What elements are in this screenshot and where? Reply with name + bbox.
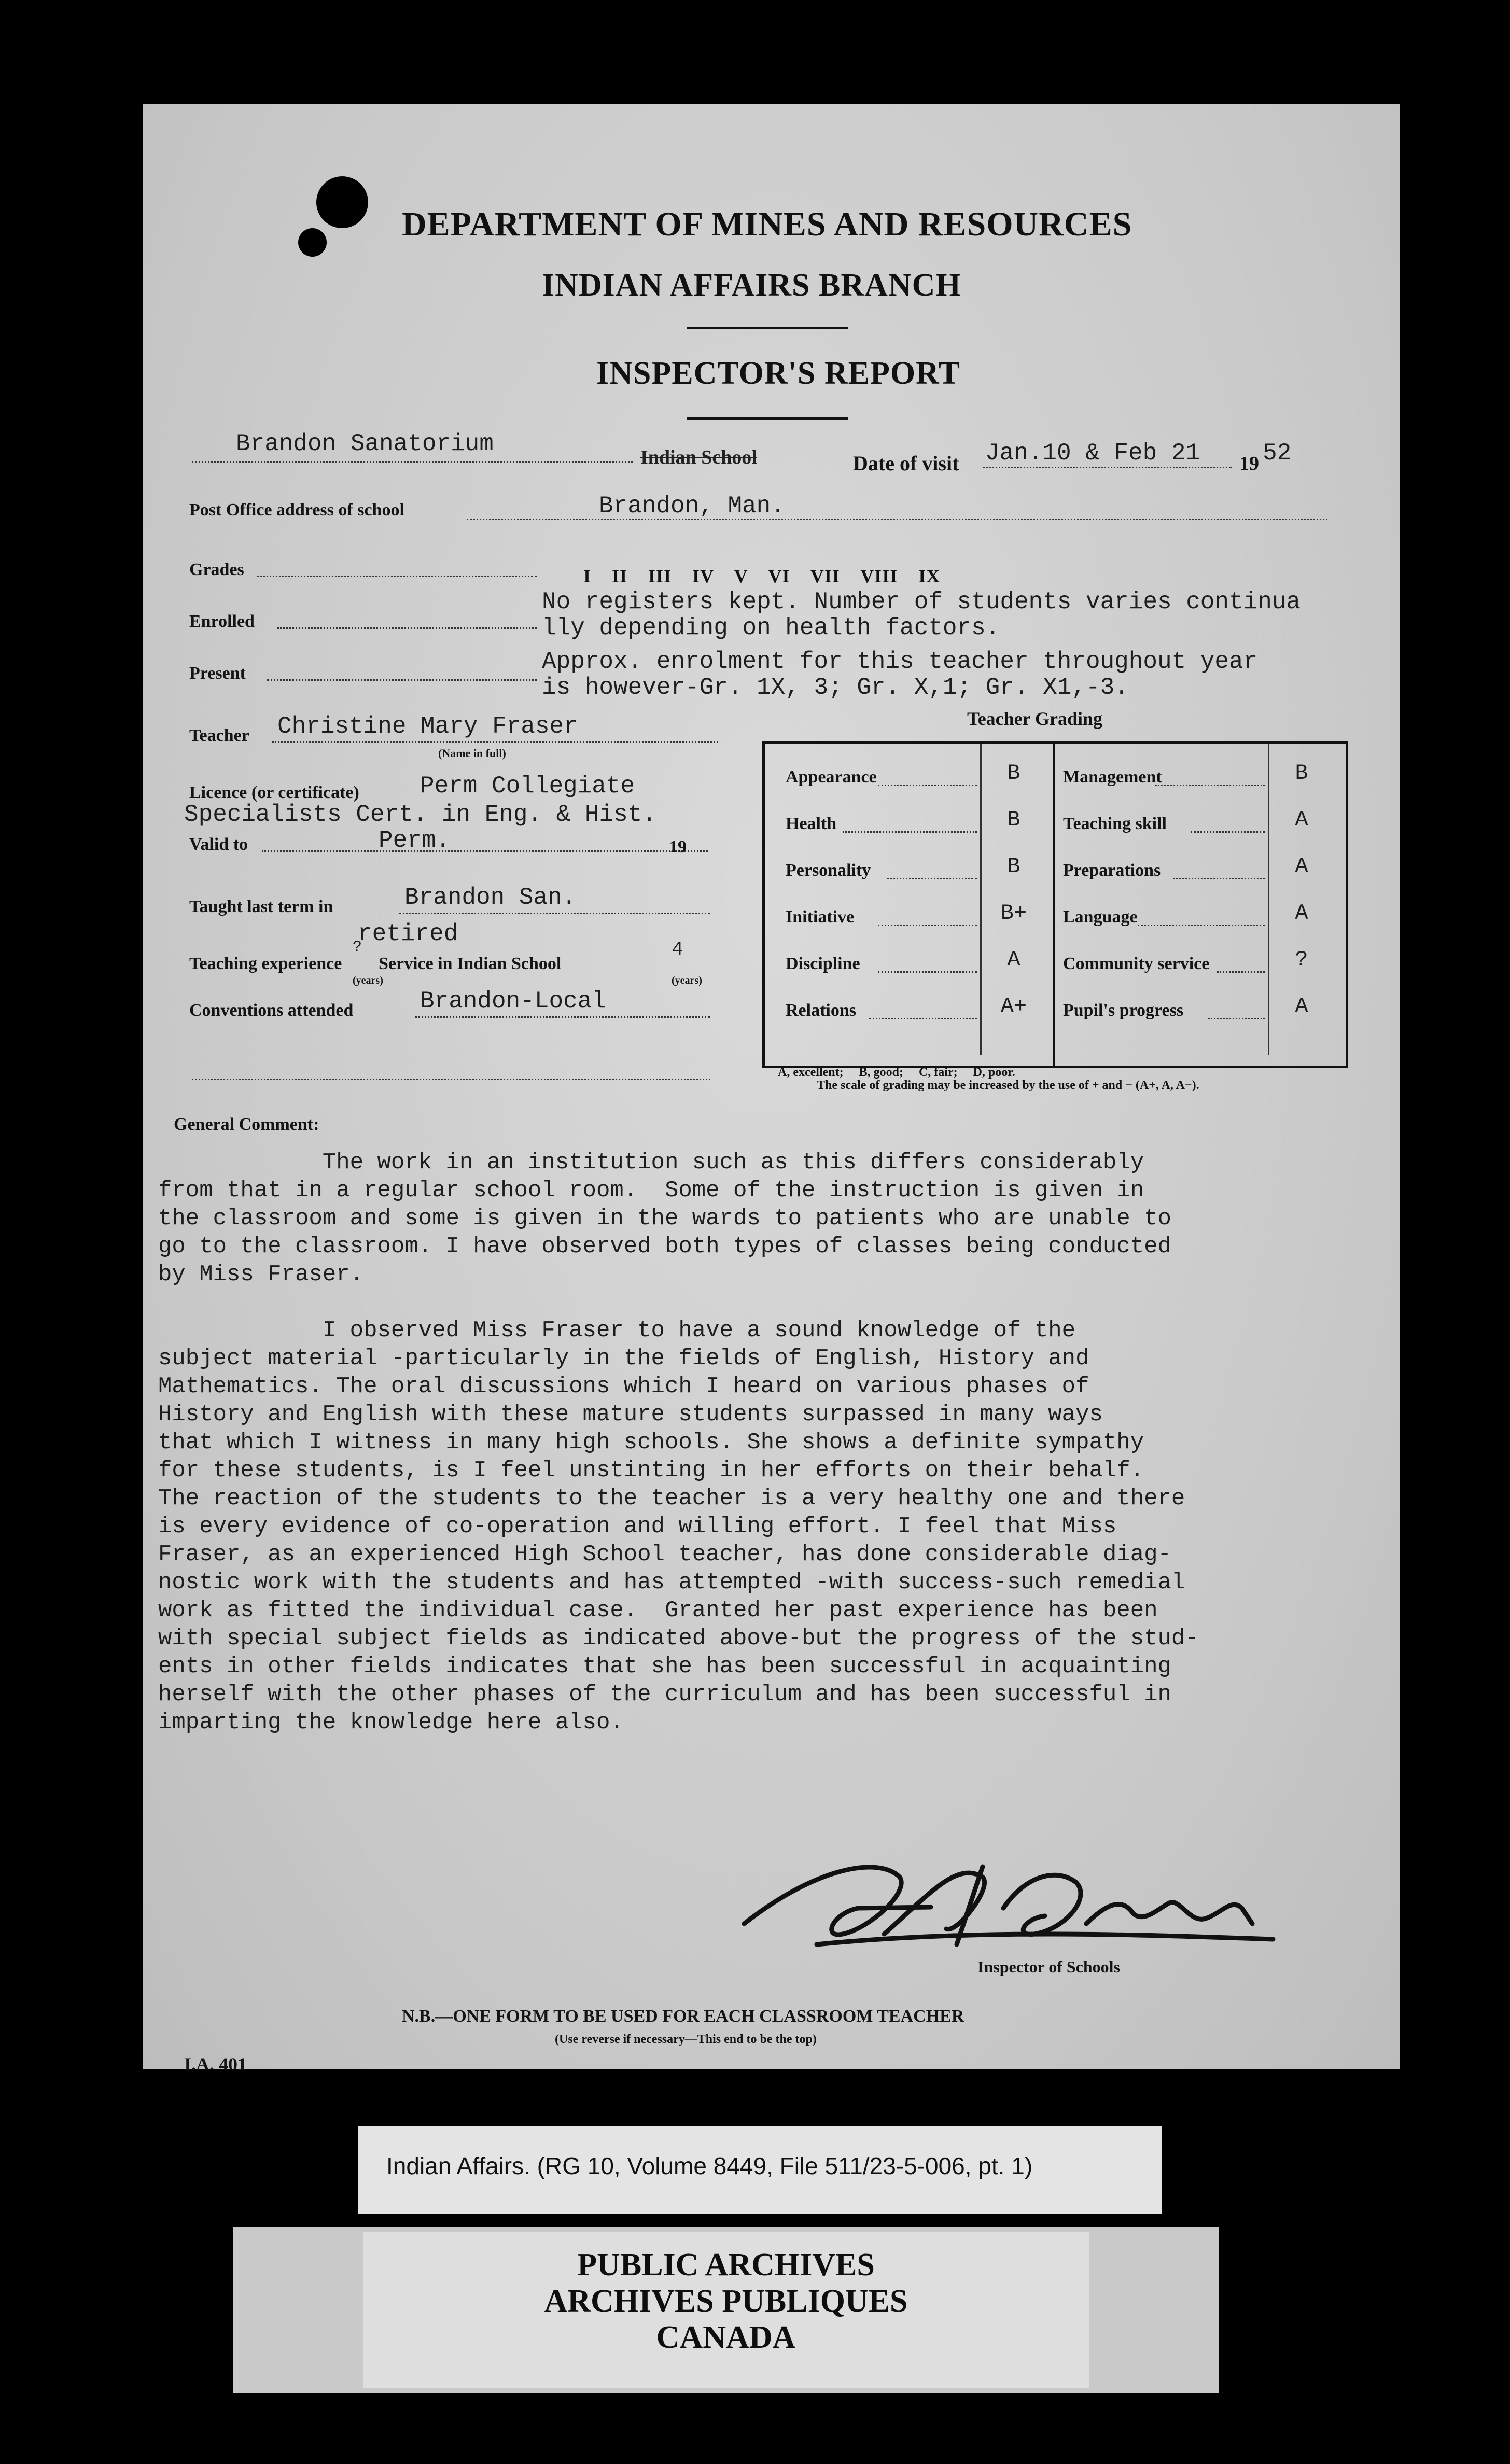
enrolled-label: Enrolled [189, 612, 255, 631]
archive-line-2: ARCHIVES PUBLIQUES [544, 2284, 908, 2319]
date-line [983, 467, 1232, 468]
taught-line [399, 913, 710, 914]
date-of-visit-label: Date of visit [853, 452, 959, 475]
grading-value: A [1295, 854, 1308, 879]
grading-criterion-label: Personality [786, 861, 871, 880]
comment-line: the classroom and some is given in the wards to patients who are unable to [158, 1206, 1171, 1231]
grading-legend: A, excellent; B, good; C, fair; D, poor. [778, 1066, 1015, 1079]
comment-line: I observed Miss Fraser to have a sound knowledge of the [158, 1318, 1076, 1343]
grading-value: B+ [1000, 901, 1027, 926]
valid-line [262, 850, 708, 852]
comment-line: History and English with these mature students surpassed in many ways [158, 1402, 1103, 1427]
service-label: Service in Indian School [379, 954, 562, 973]
licence-value-2: Specialists Cert. in Eng. & Hist. [184, 801, 656, 828]
grades-values: I II III IV V VI VII VIII IX [583, 566, 941, 586]
title-rule [687, 417, 848, 420]
grading-dot-leader [1173, 878, 1265, 879]
general-comment-label: General Comment: [174, 1115, 319, 1134]
comment-line: for these students, is I feel unstinting in her efforts on their behalf. [158, 1458, 1144, 1483]
archive-line-3: CANADA [656, 2320, 796, 2355]
comment-line: ents in other fields indicates that she has been successful in acquainting [158, 1654, 1171, 1679]
grading-dot-leader [1191, 831, 1265, 833]
footer-note: N.B.—ONE FORM TO BE USED FOR EACH CLASSROOM TEACHER [402, 2007, 964, 2026]
grading-value: A [1295, 994, 1308, 1019]
punch-hole-icon [298, 228, 327, 257]
branch-heading: INDIAN AFFAIRS BRANCH [542, 268, 961, 303]
service-value: 4 [672, 939, 683, 961]
comment-line: The reaction of the students to the teacher is a very healthy one and there [158, 1486, 1185, 1511]
school-type-struck: Indian School [640, 446, 757, 468]
report-title: INSPECTOR'S REPORT [596, 356, 960, 391]
year-prefix: 19 [1239, 453, 1259, 474]
archive-reference-strip [358, 2126, 1162, 2214]
comment-line: Fraser, as an experienced High School teacher, has done considerable diag- [158, 1542, 1171, 1567]
grading-criterion-label: Appearance [786, 767, 877, 787]
enrolled-line [277, 627, 537, 629]
grading-criterion-label: Health [786, 814, 837, 833]
conventions-label: Conventions attended [189, 1001, 354, 1020]
grade-column-divider [980, 744, 982, 1055]
comment-line: go to the classroom. I have observed both types of classes being conducted [158, 1234, 1171, 1259]
grading-value: ? [1295, 947, 1308, 972]
archive-reference: Indian Affairs. (RG 10, Volume 8449, File 511/23-5-006, pt. 1) [386, 2152, 1033, 2179]
valid-to-label: Valid to [189, 835, 248, 854]
school-name-value: Brandon Sanatorium [236, 430, 494, 457]
comment-line: herself with the other phases of the curriculum and has been successful in [158, 1682, 1171, 1707]
grading-dot-leader [843, 831, 977, 833]
valid-year-prefix: 19 [669, 837, 687, 857]
name-in-full-note: (Name in full) [438, 747, 506, 760]
school-name-line [192, 461, 633, 463]
report-form [143, 104, 1400, 2075]
grades-note-1: No registers kept. Number of students varies continua [542, 589, 1301, 615]
grading-value: A [1295, 901, 1308, 926]
valid-to-value: Perm. [379, 827, 451, 854]
teacher-grading-title: Teacher Grading [967, 708, 1103, 729]
archive-line-1: PUBLIC ARCHIVES [577, 2247, 875, 2283]
service-unit: (years) [672, 975, 702, 986]
grading-dot-leader [1208, 1018, 1265, 1019]
experience-unit: (years) [353, 975, 383, 986]
conventions-value: Brandon-Local [420, 988, 606, 1015]
experience-mark: ? [353, 939, 362, 956]
present-label: Present [189, 664, 246, 683]
grading-criterion-label: Language [1063, 907, 1138, 927]
grading-criterion-label: Community service [1063, 954, 1210, 973]
grading-criterion-label: Initiative [786, 907, 855, 927]
grading-dot-leader [887, 878, 977, 879]
comment-line: that which I witness in many high schools. She shows a definite sympathy [158, 1430, 1144, 1455]
grading-scale-note: The scale of grading may be increased by the use of + and − (A+, A, A−). [817, 1079, 1199, 1092]
taught-value: Brandon San. [404, 884, 577, 911]
grading-criterion-label: Discipline [786, 954, 860, 973]
form-number: I.A. 401 [184, 2054, 247, 2075]
punch-hole-icon [316, 176, 368, 228]
grading-dot-leader [869, 1018, 977, 1019]
department-heading: DEPARTMENT OF MINES AND RESOURCES [402, 205, 1132, 243]
footer-note-2: (Use reverse if necessary—This end to be the top) [555, 2033, 817, 2046]
grading-value: A [1295, 807, 1308, 832]
comment-line: Mathematics. The oral discussions which I heard on various phases of [158, 1374, 1089, 1399]
grading-center-divider [1053, 744, 1055, 1066]
grading-value: B [1295, 761, 1308, 786]
archive-stamp-strip [233, 2227, 1219, 2393]
licence-value: Perm Collegiate [420, 773, 635, 800]
general-comment-body [158, 1149, 1403, 1737]
licence-label: Licence (or certificate) [189, 783, 359, 802]
grading-value: B [1007, 854, 1020, 879]
grade-column-divider [1268, 744, 1269, 1055]
post-office-line [467, 519, 1327, 520]
grades-line [257, 576, 537, 577]
header-rule [687, 327, 848, 329]
year-suffix: 52 [1263, 440, 1292, 467]
date-of-visit-value: Jan.10 & Feb 21 [985, 440, 1200, 467]
grading-criterion-label: Management [1063, 767, 1162, 787]
grades-label: Grades [189, 560, 244, 579]
grading-value: B [1007, 807, 1020, 832]
inspector-signature [713, 1846, 1304, 1965]
grading-dot-leader [1155, 785, 1265, 786]
teacher-line [272, 741, 718, 743]
experience-label: Teaching experience [189, 954, 342, 973]
teacher-name-value: Christine Mary Fraser [277, 713, 578, 740]
archive-stamp [363, 2232, 1089, 2388]
conventions-line-2 [192, 1079, 710, 1080]
grading-criterion-label: Preparations [1063, 861, 1161, 880]
grading-dot-leader [1138, 925, 1265, 926]
grading-dot-leader [1217, 971, 1265, 973]
comment-line: with special subject fields as indicated above-but the progress of the stud- [158, 1626, 1199, 1651]
inspector-of-schools-label: Inspector of Schools [977, 1957, 1120, 1976]
comment-line: work as fitted the individual case. Granted her past experience has been [158, 1598, 1158, 1623]
grading-dot-leader [878, 971, 977, 973]
grades-note-2: lly depending on health factors. [542, 614, 1000, 641]
grading-criterion-label: Teaching skill [1063, 814, 1167, 833]
comment-line [158, 1289, 1403, 1317]
grading-dot-leader [878, 785, 977, 786]
grading-criterion-label: Pupil's progress [1063, 1001, 1184, 1020]
grades-note-3: Approx. enrolment for this teacher throughout year [542, 648, 1258, 675]
grading-criterion-label: Relations [786, 1001, 856, 1020]
comment-line: is every evidence of co-operation and willing effort. I feel that Miss [158, 1514, 1117, 1539]
grading-value: A [1007, 947, 1020, 972]
present-line [267, 679, 537, 681]
comment-line: The work in an institution such as this differs considerably [158, 1150, 1144, 1175]
teacher-label: Teacher [189, 726, 249, 745]
comment-line: by Miss Fraser. [158, 1262, 364, 1287]
comment-line: imparting the knowledge here also. [158, 1710, 624, 1735]
grades-note-4: is however-Gr. 1X, 3; Gr. X,1; Gr. X1,-3. [542, 674, 1129, 701]
comment-line: subject material -particularly in the fields of English, History and [158, 1346, 1089, 1371]
grading-value: B [1007, 761, 1020, 786]
conventions-line [415, 1016, 710, 1018]
comment-line: nostic work with the students and has attempted -with success-such remedial [158, 1570, 1185, 1595]
comment-line: from that in a regular school room. Some of the instruction is given in [158, 1178, 1144, 1203]
grading-value: A+ [1000, 994, 1027, 1019]
post-office-value: Brandon, Man. [599, 493, 785, 520]
taught-label: Taught last term in [189, 897, 333, 916]
experience-value: retired [358, 920, 458, 947]
post-office-label: Post Office address of school [189, 500, 404, 520]
grading-dot-leader [878, 925, 977, 926]
